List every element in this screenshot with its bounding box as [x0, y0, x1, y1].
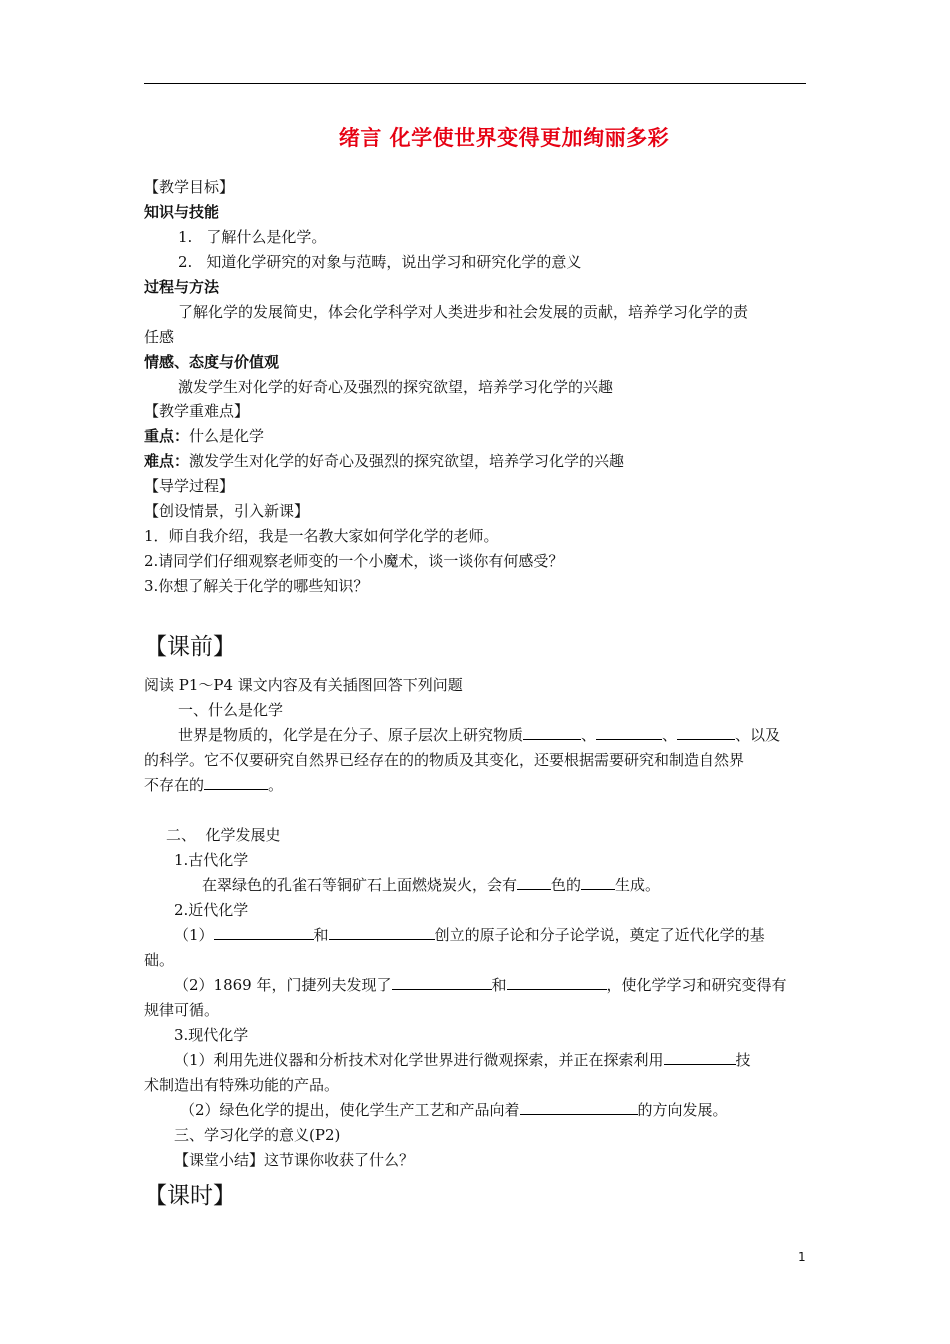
- ancient-line: [202, 875, 660, 895]
- modern-text: 和: [491, 976, 507, 994]
- difficult-label: 难点：: [144, 452, 190, 470]
- contemporary-item-1-line-1: [174, 1050, 751, 1070]
- ancient-text: 生成。: [615, 876, 661, 894]
- process-text-line-2: 任感: [144, 328, 175, 346]
- lesson-heading: 【课时】: [144, 1183, 236, 1209]
- fill-blank[interactable]: [523, 725, 581, 740]
- q1-text: 不存在的: [144, 776, 205, 794]
- ancient-text: 在翠绿色的孔雀石等铜矿石上面燃烧炭火，会有: [202, 876, 518, 894]
- reading-instruction: 阅读 P1～P4 课文内容及有关插图回答下列问题: [144, 676, 463, 694]
- emotion-text: 激发学生对化学的好奇心及强烈的探究欲望，培养学习化学的兴趣: [178, 378, 614, 396]
- knowledge-item-2-text: 知道化学研究的对象与范畴，说出学习和研究化学的意义: [206, 253, 582, 271]
- q1-line-2: 的科学。它不仅要研究自然界已经存在的的物质及其变化，还要根据需要研究和制造自然界: [144, 751, 745, 769]
- key-label: 重点：: [144, 427, 190, 445]
- fill-blank[interactable]: [520, 1100, 638, 1115]
- emotion-heading: 情感、态度与价值观: [144, 353, 280, 371]
- modern-item-1-line-2: 础。: [144, 951, 175, 969]
- header-rule: [144, 83, 806, 84]
- ancient-text: 色的: [551, 876, 582, 894]
- contemporary-item-2: [180, 1100, 728, 1120]
- knowledge-item-1: [178, 227, 326, 247]
- contemporary-heading: 3.现代化学: [174, 1026, 249, 1044]
- contemporary-text: （2）绿色化学的提出，使化学生产工艺和产品向着: [180, 1101, 520, 1119]
- scenario-item-1: 1．师自我介绍，我是一名教大家如何学化学的老师。: [144, 527, 499, 545]
- contemporary-text: 的方向发展。: [637, 1101, 728, 1119]
- fill-blank[interactable]: [204, 775, 268, 790]
- modern-item-1-line-1: [174, 925, 765, 945]
- q1-text: 、以及: [735, 726, 781, 744]
- separator: 、: [581, 726, 597, 744]
- modern-text: （1）: [174, 926, 214, 944]
- fill-blank[interactable]: [664, 1050, 736, 1065]
- pre-class-heading: 【课前】: [144, 634, 236, 660]
- knowledge-item-2-number: 2.: [178, 253, 193, 271]
- separator: 、: [662, 726, 678, 744]
- modern-item-2-line-2: 规律可循。: [144, 1001, 220, 1019]
- key-text: 什么是化学: [189, 427, 265, 445]
- class-summary: [174, 1150, 414, 1170]
- knowledge-item-2: [178, 252, 581, 272]
- q3-heading: 三、学习化学的意义(P2): [174, 1126, 341, 1144]
- fill-blank[interactable]: [596, 725, 662, 740]
- modern-text: 创立的原子论和分子论学说，奠定了近代化学的基: [434, 926, 765, 944]
- difficult-text: 激发学生对化学的好奇心及强烈的探究欲望，培养学习化学的兴趣: [189, 452, 625, 470]
- modern-text: ，使化学学习和研究变得有: [606, 976, 787, 994]
- fill-blank[interactable]: [214, 925, 314, 940]
- fill-blank[interactable]: [329, 925, 435, 940]
- fill-blank[interactable]: [507, 975, 607, 990]
- scenario-item-2: 2.请同学们仔细观察老师变的一个小魔术，谈一谈你有何感受？: [144, 552, 564, 570]
- modern-heading: 2.近代化学: [174, 901, 249, 919]
- guide-heading: 【导学过程】: [144, 477, 235, 495]
- objectives-heading: 【教学目标】: [144, 178, 235, 196]
- keypoints-heading: 【教学重难点】: [144, 402, 250, 420]
- fill-blank[interactable]: [517, 875, 551, 890]
- summary-text: 这节课你收获了什么？: [264, 1151, 415, 1169]
- contemporary-text: 技: [735, 1051, 751, 1069]
- process-heading: 过程与方法: [144, 278, 220, 296]
- q1-text: 世界是物质的，化学是在分子、原子层次上研究物质: [178, 726, 524, 744]
- difficult-point: [144, 451, 624, 471]
- modern-text: 和: [313, 926, 329, 944]
- ancient-heading: 1.古代化学: [174, 851, 249, 869]
- modern-item-2-line-1: [174, 975, 787, 995]
- knowledge-item-1-text: 了解什么是化学。: [206, 228, 327, 246]
- modern-text: （2）1869 年，门捷列夫发现了: [174, 976, 392, 994]
- scenario-item-3: 3.你想了解关于化学的哪些知识？: [144, 577, 369, 595]
- q1-line-3: [144, 775, 283, 795]
- q1-line-1: [178, 725, 780, 745]
- document-title: 绪言 化学使世界变得更加绚丽多彩: [338, 126, 670, 150]
- q1-heading: 一、什么是化学: [178, 701, 284, 719]
- process-text-line-1: 了解化学的发展简史，体会化学科学对人类进步和社会发展的贡献，培养学习化学的责: [178, 303, 749, 321]
- summary-label: 【课堂小结】: [174, 1151, 265, 1169]
- period: 。: [268, 776, 284, 794]
- knowledge-heading: 知识与技能: [144, 203, 220, 221]
- page-number: 1: [798, 1250, 806, 1264]
- fill-blank[interactable]: [392, 975, 492, 990]
- contemporary-item-1-line-2: 术制造出有特殊功能的产品。: [144, 1076, 340, 1094]
- fill-blank[interactable]: [581, 875, 615, 890]
- q2-heading: 二、 化学发展史: [166, 826, 281, 844]
- contemporary-text: （1）利用先进仪器和分析技术对化学世界进行微观探索，并正在探索利用: [174, 1051, 664, 1069]
- key-point: [144, 426, 264, 446]
- scenario-heading: 【创设情景，引入新课】: [144, 502, 310, 520]
- fill-blank[interactable]: [677, 725, 735, 740]
- knowledge-item-1-number: 1.: [178, 228, 193, 246]
